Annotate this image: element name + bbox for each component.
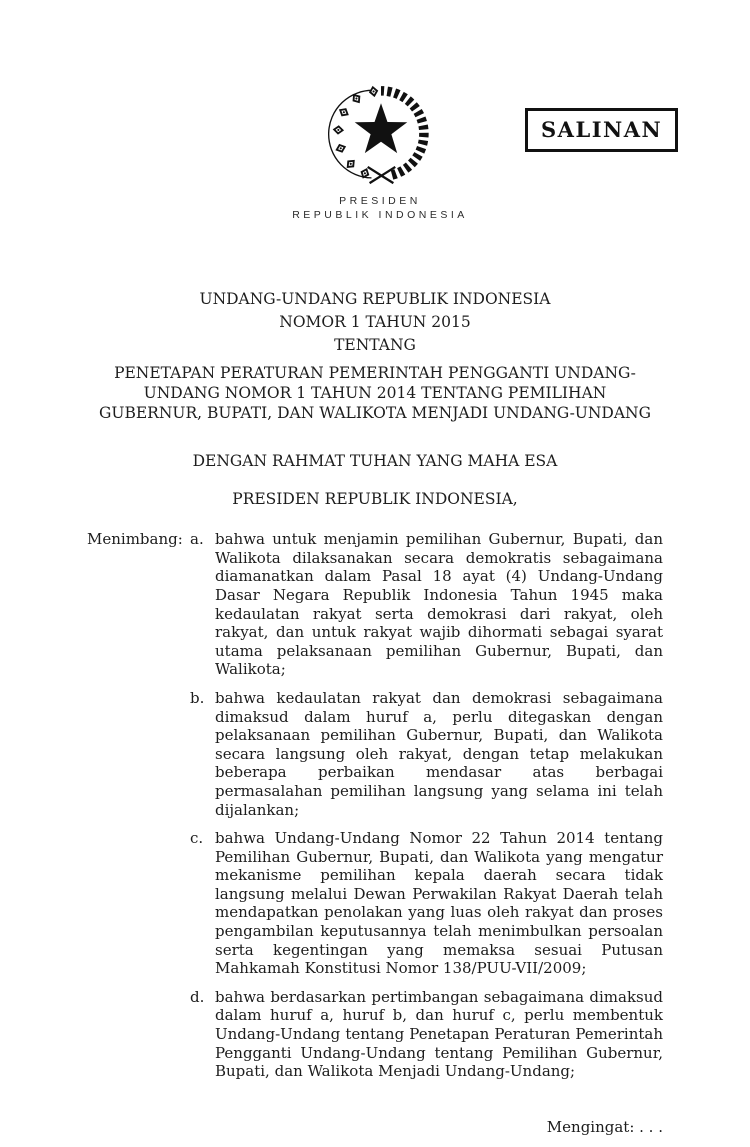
star-icon <box>355 103 408 153</box>
letterhead <box>230 194 530 222</box>
document-title-line3: TENTANG <box>334 336 416 354</box>
considering-section <box>87 530 663 1091</box>
salinan-stamp: SALINAN <box>525 108 678 152</box>
item-marker: a. <box>190 530 204 549</box>
enacting-authority-line: PRESIDEN REPUBLIK INDONESIA, <box>232 489 518 508</box>
considering-item-a <box>190 530 663 679</box>
considering-item-b <box>190 689 663 819</box>
considering-item-d <box>190 988 663 1081</box>
considering-item-c <box>190 829 663 978</box>
continuation-note: Mengingat: . . . <box>546 1117 663 1136</box>
document-title-line2: NOMOR 1 TAHUN 2015 <box>279 313 471 331</box>
item-text: bahwa berdasarkan pertimbangan sebagaimana dimaksud dalam huruf a, huruf b, dan huruf c, perlu membentuk Undang-Undang tentang Penetapan Peraturan Pemerintah Pengganti Undang-Undang tentang Pemilihan Gubernur, Bupati, dan Walikota Menjadi Undang-Undang; <box>215 987 663 1081</box>
document-title-line1: UNDANG-UNDANG REPUBLIK INDONESIA <box>199 290 551 308</box>
star-wreath-emblem-icon <box>322 83 440 190</box>
document-body <box>87 288 663 1136</box>
considering-items <box>190 530 663 1091</box>
letterhead-line-republik-indonesia: REPUBLIK INDONESIA <box>292 209 468 221</box>
document-subject: PENETAPAN PERATURAN PEMERINTAH PENGGANTI UNDANG-UNDANG NOMOR 1 TAHUN 2014 TENTANG PEMILIHAN GUBERNUR, BUPATI, DAN WALIKOTA MENJADI UNDANG-UNDANG <box>99 364 651 422</box>
letterhead-line-presiden: PRESIDEN <box>339 195 421 207</box>
considering-label: Menimbang: <box>87 530 183 549</box>
presidential-seal-emblem <box>322 83 440 190</box>
invocation-line: DENGAN RAHMAT TUHAN YANG MAHA ESA <box>192 452 558 470</box>
item-text: bahwa untuk menjamin pemilihan Gubernur, Bupati, dan Walikota dilaksanakan secara demokratis sebagaimana diamanatkan dalam Pasal 18 ayat (4) Undang-Undang Dasar Negara Republik Indonesia Tahun 1945 maka kedaulatan rakyat serta demokrasi dari rakyat, oleh rakyat, dan untuk rakyat wajib dihormati sebagai syarat utama pelaksanaan pemilihan Gubernur, Bupati, dan Walikota; <box>215 530 663 679</box>
item-text: bahwa kedaulatan rakyat dan demokrasi sebagaimana dimaksud dalam huruf a, perlu ditegaskan dengan pelaksanaan pemilihan Gubernur, Bupati, dan Walikota secara langsung oleh rakyat, dengan tetap melakukan beberapa perbaikan mendasar atas berbagai permasalahan pemilihan langsung yang selama ini telah dijalankan; <box>215 688 663 819</box>
item-text: bahwa Undang-Undang Nomor 22 Tahun 2014 tentang Pemilihan Gubernur, Bupati, dan Walikota yang mengatur mekanisme pemilihan kepala daerah secara tidak langsung melalui Dewan Perwakilan Rakyat Daerah telah mendapatkan penolakan yang luas oleh rakyat dan proses pengambilan keputusannya telah menimbulkan persoalan serta kegentingan yang memaksa sesuai Putusan Mahkamah Konstitusi Nomor 138/PUU-VII/2009; <box>215 829 663 978</box>
item-marker: b. <box>190 688 205 707</box>
item-marker: d. <box>190 987 205 1006</box>
item-marker: c. <box>190 829 204 848</box>
